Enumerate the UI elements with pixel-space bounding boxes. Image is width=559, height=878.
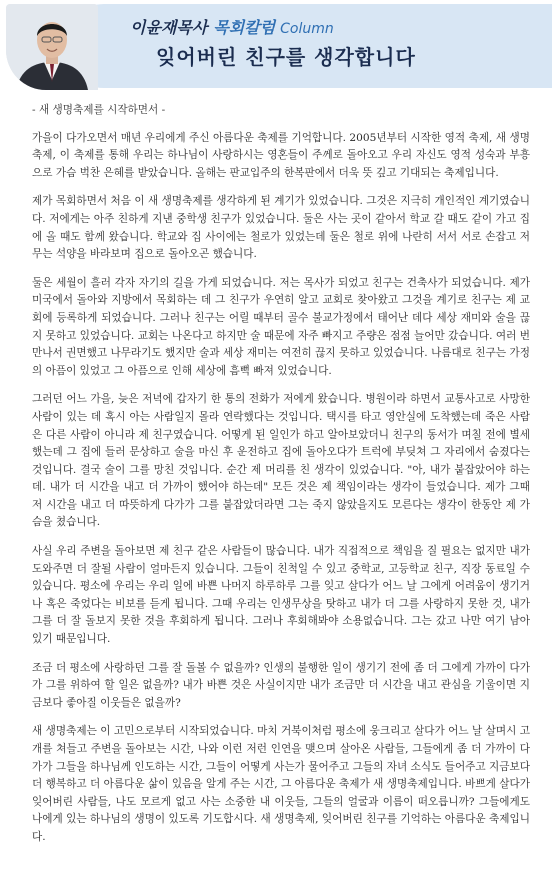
paragraph: 조금 더 평소에 사랑하던 그를 잘 돌볼 수 없을까? 인생의 불행한 일이 생기기 전에 좀 더 그에게 가까이 다가가 그를 위하여 할 일은 없을까? 내가 바쁜 것은 사실이지만 내가 조금만 더 시간을 내고 관심을 기울이면 지금보다 좋아질 이웃들은 없을까? [32, 661, 530, 709]
page-title: 잊어버린 친구를 생각합니다 [156, 45, 416, 69]
article-subtitle: - 새 생명축제를 시작하면서 - [32, 104, 166, 116]
article-body [32, 102, 530, 858]
author-portrait-image [6, 4, 98, 90]
column-label-en: Column [280, 21, 334, 37]
column-header [0, 0, 559, 92]
paragraph: 새 생명축제는 이 고민으로부터 시작되었습니다. 마치 거북이처럼 평소에 웅크리고 살다가 어느 날 살며시 고개를 쳐들고 주변을 돌아보는 시간, 나와 이런 저런 인연을 맺으며 살아온 사람들, 그들에게 좀 더 가까이 다가가 그들을 하나님께 인도하는 시간, 그들이 어떻게 사는가 물어주고 그들의 자녀 소식도 들어주고 지금보다 더 행복하고 더 아름다운 삶이 있음을 알게 주는 시간, 그 아름다운 축제가 새 생명축제입니다. 바쁘게 살다가 잊어버린 사람들, 나도 모르게 없고 사는 소중한 내 이웃들, 그들의 얼굴과 이름이 떠오릅니까? 그들에게도 나에게 있는 하나님의 생명이 있도록 기도합시다. 새 생명축제, 잊어버린 친구를 기억하는 아름다운 축제입니다. [32, 725, 530, 843]
paragraph: 제가 목회하면서 처음 이 새 생명축제를 생각하게 된 계기가 있었습니다. 그것은 지극히 개인적인 계기였습니다. 저에게는 아주 친하게 지낸 중학생 친구가 있었습니다. 둘은 사는 곳이 같아서 학교 갈 때도 같이 가고 집에 올 때도 함께 왔습니다. 학교와 집 사이에는 철로가 있었는데 둘은 철로 위에 나란히 서서 서로 손잡고 저무는 석양을 바라보며 집으로 돌아오곤 했습니다. [32, 195, 530, 261]
paragraph: 그러던 어느 가을, 늦은 저녁에 갑자기 한 통의 전화가 저에게 왔습니다. 병원이라 하면서 교통사고로 사망한 사람이 있는 데 혹시 아는 사람일지 몰라 연락했다는 것입니다. 택시를 타고 영안실에 도착했는데 죽은 사람은 다른 사람이 아니라 제 친구였습니다. 어떻게 된 일인가 하고 알아보았더니 친구의 동서가 며칠 전에 별세 했는데 그 집에 들러 문상하고 술을 마신 후 운전하고 집에 돌아오다가 트럭에 부딪쳐 그 자리에서 숨졌다는 것입니다. 결국 술이 그를 망친 것입니다. 순간 제 머리를 친 생각이 있었습니다. "아, 내가 붙잡았어야 하는데. 내가 더 시간을 내고 더 가까이 했어야 하는데" 모든 것은 제 책임이라는 생각이 들었습니다. 제가 그때 저 시간을 내고 더 따뜻하게 다가가 그를 붙잡았더라면 그는 죽지 않았을지도 모른다는 생각이 한동안 제 가슴을 쳤습니다. [32, 393, 530, 529]
column-kicker [130, 15, 334, 38]
paragraph: 둘은 세월이 흘러 각자 자기의 길을 가게 되었습니다. 저는 목사가 되었고 친구는 건축사가 되었습니다. 제가 미국에서 돌아와 지방에서 목회하는 데 그 친구가 우연히 알고 교회로 찾아왔고 그것을 계기로 친구는 제 교회에 등록하게 되었습니다. 그러나 친구는 어릴 때부터 골수 불교가정에서 태어난 데다 세상 재미와 술을 끊지 못하고 있었습니다. 교회는 나온다고 하지만 술 때문에 자주 빠지고 주량은 점점 늘어만 갔습니다. 여러 번 만나서 권면했고 나무라기도 했지만 술과 세상 재미는 여전히 끊지 못하고 있었습니다. 나름대로 친구는 가정의 아픔이 있었고 그 아픔으로 인해 세상에 흠뻑 빠져 있었습니다. [32, 276, 530, 377]
author-photo [6, 4, 98, 90]
paragraph: 사실 우리 주변을 돌아보면 제 친구 같은 사람들이 많습니다. 내가 직접적으로 책임을 질 필요는 없지만 내가 도와주면 더 잘될 사람이 얼마든지 있습니다. 그들이 친척일 수 있고 중학교, 고등학교 친구, 직장 동료일 수 있습니다. 평소에 우리는 우리 일에 바쁜 나머지 하루하루 그를 잊고 살다가 어느 날 그에게 어려움이 생기거나 혹은 죽었다는 비보를 듣게 됩니다. 그때 우리는 인생무상을 탓하고 내가 더 그를 사랑하지 못한 것, 내가 그를 더 잘 돌보지 못한 것을 후회하게 됩니다. 그러나 후회해봐야 소용없습니다. 그는 갔고 나만 여기 남아 있기 때문입니다. [32, 545, 530, 646]
column-label: 목회칼럼 [213, 18, 276, 37]
paragraph: 가을이 다가오면서 매년 우리에게 주신 아름다운 축제를 기억합니다. 2005년부터 시작한 영적 축제, 새 생명축제, 이 축제를 통해 우리는 하나님이 사랑하시는 영혼들이 주께로 돌아오고 우리 자신도 영적 성숙과 부흥으로 가슴 벅찬 은혜를 받았습니다. 올해는 판교입주의 한복판에서 더욱 뜻 깊고 기대되는 축제입니다. [32, 131, 530, 179]
author-name: 이윤재목사 [130, 18, 208, 37]
